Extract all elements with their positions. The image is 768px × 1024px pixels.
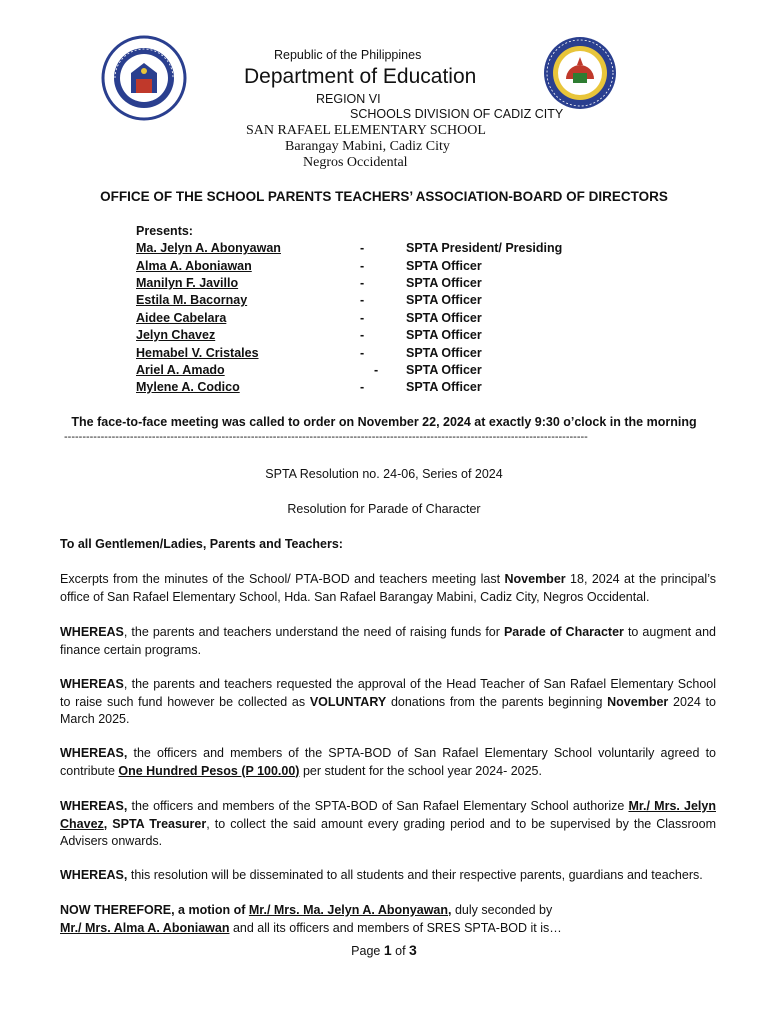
attendee-dash: - <box>360 328 365 342</box>
attendee-role: SPTA President/ Presiding <box>406 241 563 255</box>
attendee-name: Ariel A. Amado <box>136 363 225 377</box>
presents-label: Presents: <box>136 224 193 238</box>
list-item <box>0 328 768 345</box>
attendee-dash: - <box>374 363 379 377</box>
separator-line: ----------------------------------------------------------------------------------------------------------------------------------------------- <box>64 431 588 443</box>
region-line: REGION VI <box>316 92 381 106</box>
paragraph-excerpts: Excerpts from the minutes of the School/ PTA-BOD and teachers meeting last November 18, 2024 at the principal’s office of San Rafael Elementary School, Hda. San Rafael Barangay Mabini, Cadiz City, Negros Occidental. <box>60 572 717 604</box>
republic-line: Republic of the Philippines <box>274 48 422 62</box>
attendee-dash: - <box>360 311 365 325</box>
attendee-dash: - <box>360 380 365 394</box>
attendee-role: SPTA Officer <box>406 311 482 325</box>
paragraph-whereas-1: WHEREAS, the parents and teachers understand the need of raising funds for Parade of Character to augment and finance certain programs. <box>60 625 716 657</box>
attendee-role: SPTA Officer <box>406 328 482 342</box>
address-line-1: Barangay Mabini, Cadiz City <box>285 139 450 154</box>
list-item <box>0 276 768 293</box>
attendee-dash: - <box>360 276 365 290</box>
list-item <box>0 363 768 380</box>
attendee-name: Jelyn Chavez <box>136 328 216 342</box>
attendee-name: Aidee Cabelara <box>136 311 227 325</box>
attendee-dash: - <box>360 241 365 255</box>
list-item <box>0 259 768 276</box>
list-item <box>0 293 768 310</box>
attendee-name: Alma A. Aboniawan <box>136 259 252 273</box>
list-item <box>0 311 768 328</box>
school-name: SAN RAFAEL ELEMENTARY SCHOOL <box>246 123 486 138</box>
list-item <box>0 380 768 397</box>
deped-seal-logo <box>101 35 187 121</box>
department-title: Department of Education <box>244 65 477 88</box>
attendee-name: Hemabel V. Cristales <box>136 346 259 360</box>
attendee-dash: - <box>360 293 365 307</box>
resolution-number: SPTA Resolution no. 24-06, Series of 2024 <box>265 467 503 481</box>
division-line: SCHOOLS DIVISION OF CADIZ CITY <box>350 107 564 121</box>
attendee-name: Mylene A. Codico <box>136 380 240 394</box>
meeting-line: The face-to-face meeting was called to order on November 22, 2024 at exactly 9:30 o’clock in the morning <box>71 415 697 429</box>
attendee-dash: - <box>360 259 365 273</box>
page-footer: Page 1 of 3 <box>351 942 417 958</box>
school-seal-logo <box>542 35 618 111</box>
attendee-role: SPTA Officer <box>406 259 482 273</box>
address-line-2: Negros Occidental <box>303 155 408 170</box>
attendee-name: Manilyn F. Javillo <box>136 276 239 290</box>
paragraph-whereas-4: WHEREAS, the officers and members of the SPTA-BOD of San Rafael Elementary School authorize Mr./ Mrs. Jelyn Chavez, SPTA Treasurer, to collect the said amount every grading period and to be supervised by the Classroom Advisers onwards. <box>60 799 716 848</box>
paragraph-whereas-3: WHEREAS, the officers and members of the SPTA-BOD of San Rafael Elementary School voluntarily agreed to contribute One Hundred Pesos (P 100.00) per student for the school year 2024- 2025. <box>60 746 716 778</box>
list-item <box>0 241 768 258</box>
attendee-role: SPTA Officer <box>406 380 482 394</box>
paragraph-whereas-2: WHEREAS, the parents and teachers requested the approval of the Head Teacher of San Rafael Elementary School to raise such fund however be collected as VOLUNTARY donations from the parents beginning November 2024 to March 2025. <box>60 677 716 726</box>
attendee-name: Ma. Jelyn A. Abonyawan <box>136 241 281 255</box>
attendee-role: SPTA Officer <box>406 276 482 290</box>
list-item <box>0 346 768 363</box>
paragraph-whereas-5: WHEREAS, this resolution will be disseminated to all students and their respective parents, guardians and teachers. <box>60 868 703 882</box>
paragraph-now-therefore: NOW THEREFORE, a motion of Mr./ Mrs. Ma. Jelyn A. Abonyawan, duly seconded by Mr./ Mrs. Alma A. Aboniawan and all its officers and members of SRES SPTA-BOD it is… <box>60 903 562 935</box>
attendee-dash: - <box>360 346 365 360</box>
office-title: OFFICE OF THE SCHOOL PARENTS TEACHERS’ ASSOCIATION-BOARD OF DIRECTORS <box>100 189 668 204</box>
attendee-role: SPTA Officer <box>406 363 482 377</box>
attendee-name: Estila M. Bacornay <box>136 293 248 307</box>
attendee-role: SPTA Officer <box>406 293 482 307</box>
attendee-role: SPTA Officer <box>406 346 482 360</box>
resolution-title: Resolution for Parade of Character <box>287 502 481 516</box>
salutation: To all Gentlemen/Ladies, Parents and Teachers: <box>60 537 343 551</box>
